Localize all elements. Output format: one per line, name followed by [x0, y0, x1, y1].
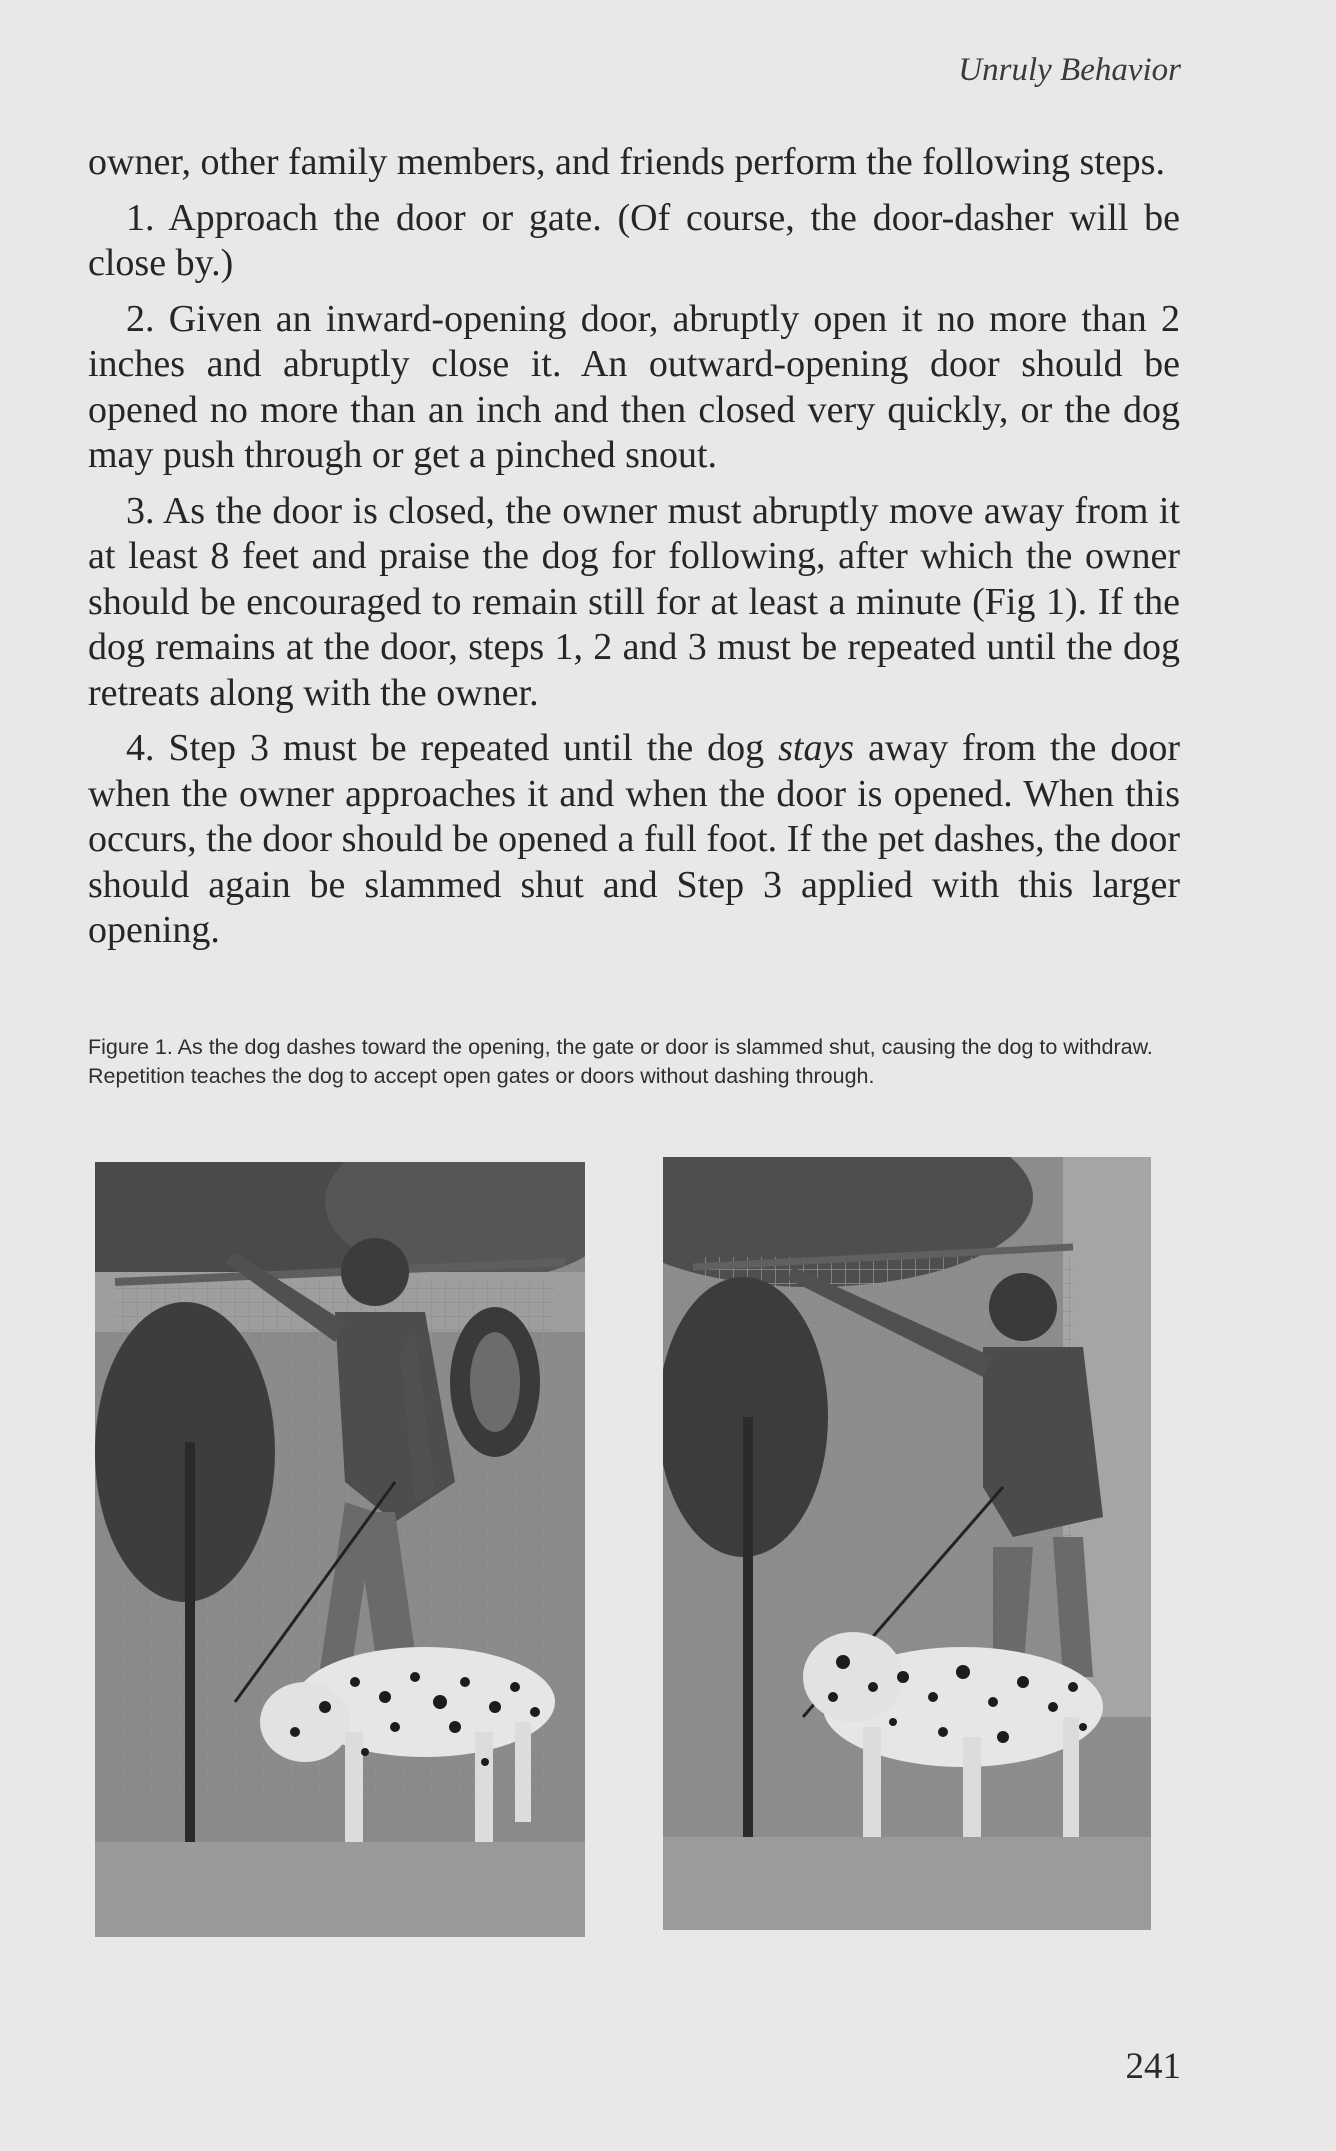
photo-left-image: [95, 1162, 585, 1937]
running-head: Unruly Behavior: [958, 52, 1181, 88]
paragraph-step-4: [88, 726, 1180, 954]
step-4-text-after: away from the door when the owner approaches it and when the door is opened. When this occurs, the door should be opened a full foot. If the pet dashes, the door should again be slammed shut and Step 3 applied with this larger opening.: [88, 727, 1180, 951]
step-4-emphasis: stays: [778, 727, 855, 769]
photo-right: [663, 1157, 1151, 1930]
figure-caption: Figure 1. As the dog dashes toward the opening, the gate or door is slammed shut, causing the dog to withdraw. Repetition teaches the dog to accept open gates or doors without dashing through.: [88, 1035, 1153, 1088]
paragraph-step-3: 3. As the door is closed, the owner must abruptly move away from it at least 8 feet and praise the dog for following, after which the owner should be encouraged to remain still for at least a minute (Fig 1). If the dog remains at the door, steps 1, 2 and 3 must be repeated until the dog retreats along with the owner.: [88, 489, 1180, 714]
paragraph-step-2: 2. Given an inward-opening door, abruptly open it no more than 2 inches and abruptly close it. An outward-opening door should be opened no more than an inch and then closed very quickly, or the dog may push through or get a pinched snout.: [88, 297, 1180, 476]
body-text: [88, 140, 1180, 964]
photo-right-image: [663, 1157, 1151, 1930]
step-4-text-before: 4. Step 3 must be repeated until the dog: [126, 727, 779, 769]
paragraph-step-1: 1. Approach the door or gate. (Of course, the door-dasher will be close by.): [88, 196, 1180, 284]
paragraph-continuation: owner, other family members, and friends perform the following steps.: [88, 141, 1165, 183]
page-number: 241: [1125, 2046, 1181, 2087]
photo-left: [95, 1162, 585, 1937]
